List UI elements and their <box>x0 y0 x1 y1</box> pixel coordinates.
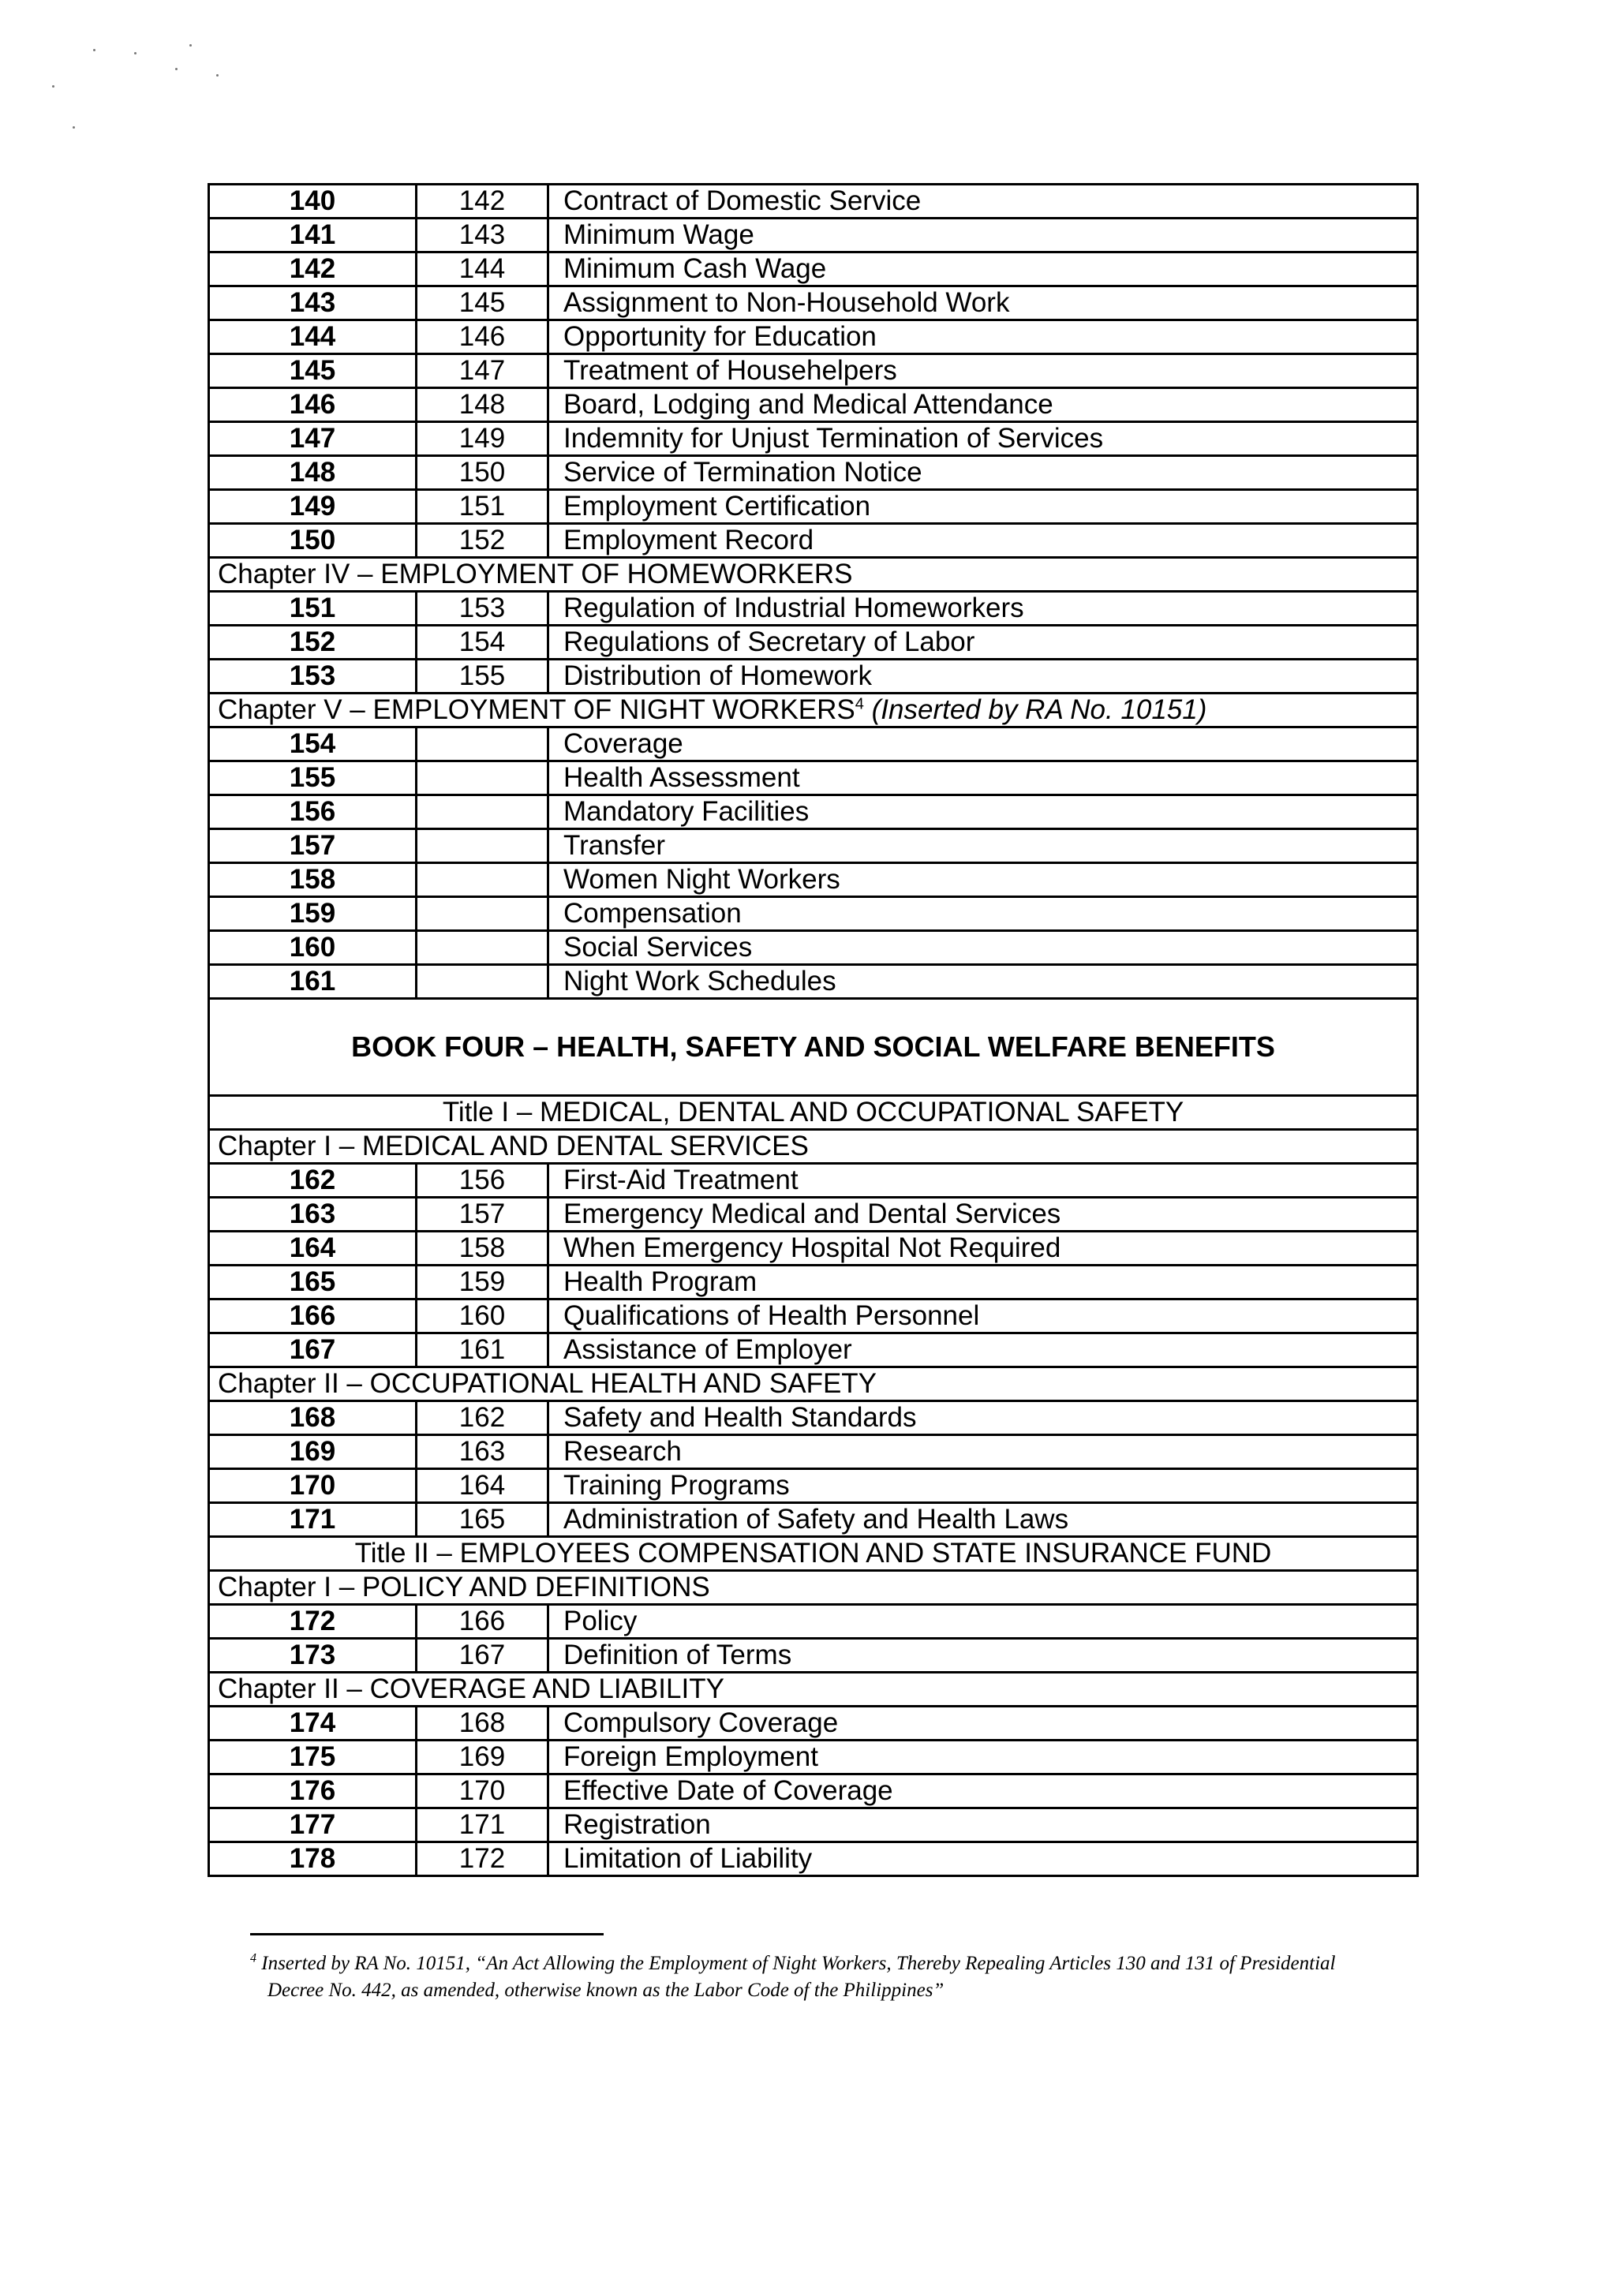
chapter-heading-text: Chapter I – MEDICAL AND DENTAL SERVICES <box>218 1131 809 1161</box>
table-row <box>209 761 1418 795</box>
article-title: Board, Lodging and Medical Attendance <box>548 388 1418 422</box>
old-article-number: 169 <box>417 1741 548 1774</box>
chapter-insertion-note: (Inserted by RA No. 10151) <box>871 694 1207 725</box>
title-heading-row <box>209 1537 1418 1571</box>
table-row <box>209 1808 1418 1842</box>
new-article-number: 169 <box>209 1435 417 1469</box>
new-article-number: 164 <box>209 1232 417 1266</box>
new-article-number: 156 <box>209 795 417 829</box>
new-article-number: 158 <box>209 863 417 897</box>
table-row <box>209 422 1418 456</box>
old-article-number: 151 <box>417 490 548 524</box>
new-article-number: 152 <box>209 626 417 660</box>
article-title: Emergency Medical and Dental Services <box>548 1198 1418 1232</box>
article-title: Minimum Wage <box>548 219 1418 252</box>
old-article-number: 163 <box>417 1435 548 1469</box>
new-article-number: 167 <box>209 1333 417 1367</box>
table-row <box>209 1198 1418 1232</box>
old-article-number: 144 <box>417 252 548 286</box>
table-body <box>209 185 1418 1876</box>
old-article-number <box>417 795 548 829</box>
table-row <box>209 490 1418 524</box>
old-article-number: 157 <box>417 1198 548 1232</box>
chapter-heading <box>209 1367 1418 1401</box>
old-article-number: 170 <box>417 1774 548 1808</box>
table-row <box>209 897 1418 931</box>
old-article-number <box>417 829 548 863</box>
table-row <box>209 185 1418 219</box>
new-article-number: 172 <box>209 1605 417 1639</box>
book-heading: BOOK FOUR – HEALTH, SAFETY AND SOCIAL WELFARE BENEFITS <box>209 999 1418 1096</box>
chapter-heading-row <box>209 1130 1418 1164</box>
old-article-number: 172 <box>417 1842 548 1876</box>
table-row <box>209 1232 1418 1266</box>
old-article-number: 164 <box>417 1469 548 1503</box>
new-article-number: 162 <box>209 1164 417 1198</box>
old-article-number: 158 <box>417 1232 548 1266</box>
article-title: When Emergency Hospital Not Required <box>548 1232 1418 1266</box>
table-row <box>209 863 1418 897</box>
old-article-number: 142 <box>417 185 548 219</box>
article-title: Foreign Employment <box>548 1741 1418 1774</box>
table-row <box>209 1469 1418 1503</box>
article-title: Treatment of Househelpers <box>548 354 1418 388</box>
new-article-number: 166 <box>209 1299 417 1333</box>
footnote-line1: Inserted by RA No. 10151, “An Act Allowing the Employment of Night Workers, Thereby Repealing Articles 130 and 131 of Presidential <box>256 1953 1336 1974</box>
new-article-number: 157 <box>209 829 417 863</box>
title-heading: Title II – EMPLOYEES COMPENSATION AND STATE INSURANCE FUND <box>209 1537 1418 1571</box>
article-title: Assistance of Employer <box>548 1333 1418 1367</box>
article-title: Social Services <box>548 931 1418 965</box>
article-title: Assignment to Non-Household Work <box>548 286 1418 320</box>
new-article-number: 148 <box>209 456 417 490</box>
new-article-number: 151 <box>209 592 417 626</box>
chapter-heading-row <box>209 1571 1418 1605</box>
article-title: Service of Termination Notice <box>548 456 1418 490</box>
table-row <box>209 1774 1418 1808</box>
new-article-number: 168 <box>209 1401 417 1435</box>
chapter-heading-row <box>209 558 1418 592</box>
new-article-number: 155 <box>209 761 417 795</box>
article-title: Health Program <box>548 1266 1418 1299</box>
old-article-number: 152 <box>417 524 548 558</box>
new-article-number: 176 <box>209 1774 417 1808</box>
old-article-number: 145 <box>417 286 548 320</box>
table-row <box>209 660 1418 694</box>
old-article-number <box>417 931 548 965</box>
table-row <box>209 1164 1418 1198</box>
new-article-number: 177 <box>209 1808 417 1842</box>
new-article-number: 178 <box>209 1842 417 1876</box>
table-row <box>209 1503 1418 1537</box>
old-article-number <box>417 897 548 931</box>
old-article-number: 153 <box>417 592 548 626</box>
old-article-number: 143 <box>417 219 548 252</box>
title-heading: Title I – MEDICAL, DENTAL AND OCCUPATIONAL SAFETY <box>209 1096 1418 1130</box>
article-title: Women Night Workers <box>548 863 1418 897</box>
old-article-number: 148 <box>417 388 548 422</box>
old-article-number: 171 <box>417 1808 548 1842</box>
new-article-number: 150 <box>209 524 417 558</box>
article-title: Employment Certification <box>548 490 1418 524</box>
table-row <box>209 1639 1418 1673</box>
new-article-number: 154 <box>209 727 417 761</box>
table-row <box>209 592 1418 626</box>
article-title: Qualifications of Health Personnel <box>548 1299 1418 1333</box>
old-article-number: 167 <box>417 1639 548 1673</box>
footnote-rule <box>250 1933 604 1935</box>
table-row <box>209 456 1418 490</box>
table-row <box>209 626 1418 660</box>
chapter-heading-text: Chapter IV – EMPLOYMENT OF HOMEWORKERS <box>218 559 853 589</box>
new-article-number: 146 <box>209 388 417 422</box>
new-article-number: 140 <box>209 185 417 219</box>
old-article-number: 156 <box>417 1164 548 1198</box>
new-article-number: 161 <box>209 965 417 999</box>
footnote-marker: 4 <box>250 1951 256 1965</box>
chapter-heading-text: Chapter V – EMPLOYMENT OF NIGHT WORKERS <box>218 694 855 725</box>
article-title: Mandatory Facilities <box>548 795 1418 829</box>
new-article-number: 143 <box>209 286 417 320</box>
table-row <box>209 320 1418 354</box>
table-row <box>209 388 1418 422</box>
new-article-number: 173 <box>209 1639 417 1673</box>
table-row <box>209 1435 1418 1469</box>
chapter-heading-text: Chapter I – POLICY AND DEFINITIONS <box>218 1572 710 1602</box>
chapter-heading-row <box>209 1367 1418 1401</box>
old-article-number <box>417 965 548 999</box>
article-correspondence-table <box>208 183 1419 1877</box>
old-article-number: 161 <box>417 1333 548 1367</box>
article-title: Regulations of Secretary of Labor <box>548 626 1418 660</box>
table-row <box>209 1842 1418 1876</box>
footnote <box>250 1950 1418 2004</box>
article-title: Compulsory Coverage <box>548 1707 1418 1741</box>
table-row <box>209 1299 1418 1333</box>
table-row <box>209 354 1418 388</box>
article-title: Research <box>548 1435 1418 1469</box>
old-article-number: 166 <box>417 1605 548 1639</box>
article-title: Employment Record <box>548 524 1418 558</box>
table-row <box>209 1707 1418 1741</box>
old-article-number: 159 <box>417 1266 548 1299</box>
article-title: Training Programs <box>548 1469 1418 1503</box>
table-row <box>209 1333 1418 1367</box>
article-title: Indemnity for Unjust Termination of Services <box>548 422 1418 456</box>
old-article-number: 160 <box>417 1299 548 1333</box>
new-article-number: 175 <box>209 1741 417 1774</box>
table-row <box>209 727 1418 761</box>
article-title: Safety and Health Standards <box>548 1401 1418 1435</box>
new-article-number: 165 <box>209 1266 417 1299</box>
old-article-number: 168 <box>417 1707 548 1741</box>
old-article-number: 146 <box>417 320 548 354</box>
new-article-number: 171 <box>209 1503 417 1537</box>
old-article-number: 162 <box>417 1401 548 1435</box>
old-article-number: 154 <box>417 626 548 660</box>
new-article-number: 144 <box>209 320 417 354</box>
article-title: Coverage <box>548 727 1418 761</box>
new-article-number: 174 <box>209 1707 417 1741</box>
footnote-reference: 4 <box>855 695 864 713</box>
article-title: Health Assessment <box>548 761 1418 795</box>
old-article-number: 149 <box>417 422 548 456</box>
article-title: Distribution of Homework <box>548 660 1418 694</box>
chapter-heading-text: Chapter II – COVERAGE AND LIABILITY <box>218 1673 724 1704</box>
chapter-heading <box>209 558 1418 592</box>
chapter-heading-row <box>209 694 1418 727</box>
new-article-number: 160 <box>209 931 417 965</box>
article-title: Night Work Schedules <box>548 965 1418 999</box>
new-article-number: 153 <box>209 660 417 694</box>
article-title: Definition of Terms <box>548 1639 1418 1673</box>
table-row <box>209 286 1418 320</box>
table-row <box>209 1266 1418 1299</box>
article-title: Policy <box>548 1605 1418 1639</box>
table-row <box>209 1605 1418 1639</box>
old-article-number: 147 <box>417 354 548 388</box>
table-row <box>209 524 1418 558</box>
old-article-number: 165 <box>417 1503 548 1537</box>
chapter-heading <box>209 1673 1418 1707</box>
footnote-line2: Decree No. 442, as amended, otherwise known as the Labor Code of the Philippines” <box>267 1980 945 2001</box>
new-article-number: 170 <box>209 1469 417 1503</box>
chapter-heading-row <box>209 1673 1418 1707</box>
table-row <box>209 795 1418 829</box>
new-article-number: 147 <box>209 422 417 456</box>
chapter-heading <box>209 694 1418 727</box>
old-article-number <box>417 727 548 761</box>
table-row <box>209 1741 1418 1774</box>
table-row <box>209 252 1418 286</box>
article-title: Limitation of Liability <box>548 1842 1418 1876</box>
table-row <box>209 219 1418 252</box>
new-article-number: 163 <box>209 1198 417 1232</box>
chapter-heading-text: Chapter II – OCCUPATIONAL HEALTH AND SAFETY <box>218 1368 877 1399</box>
old-article-number <box>417 761 548 795</box>
new-article-number: 142 <box>209 252 417 286</box>
table-row <box>209 965 1418 999</box>
new-article-number: 159 <box>209 897 417 931</box>
article-title: Minimum Cash Wage <box>548 252 1418 286</box>
article-title: Administration of Safety and Health Laws <box>548 1503 1418 1537</box>
chapter-heading <box>209 1130 1418 1164</box>
old-article-number <box>417 863 548 897</box>
old-article-number: 155 <box>417 660 548 694</box>
article-title: Effective Date of Coverage <box>548 1774 1418 1808</box>
article-title: Opportunity for Education <box>548 320 1418 354</box>
book-heading-row <box>209 999 1418 1096</box>
article-title: Compensation <box>548 897 1418 931</box>
article-title: Contract of Domestic Service <box>548 185 1418 219</box>
article-title: First-Aid Treatment <box>548 1164 1418 1198</box>
table-row <box>209 829 1418 863</box>
title-heading-row <box>209 1096 1418 1130</box>
old-article-number: 150 <box>417 456 548 490</box>
table-row <box>209 1401 1418 1435</box>
chapter-heading <box>209 1571 1418 1605</box>
new-article-number: 149 <box>209 490 417 524</box>
new-article-number: 145 <box>209 354 417 388</box>
article-title: Transfer <box>548 829 1418 863</box>
article-title: Registration <box>548 1808 1418 1842</box>
article-title: Regulation of Industrial Homeworkers <box>548 592 1418 626</box>
new-article-number: 141 <box>209 219 417 252</box>
table-row <box>209 931 1418 965</box>
